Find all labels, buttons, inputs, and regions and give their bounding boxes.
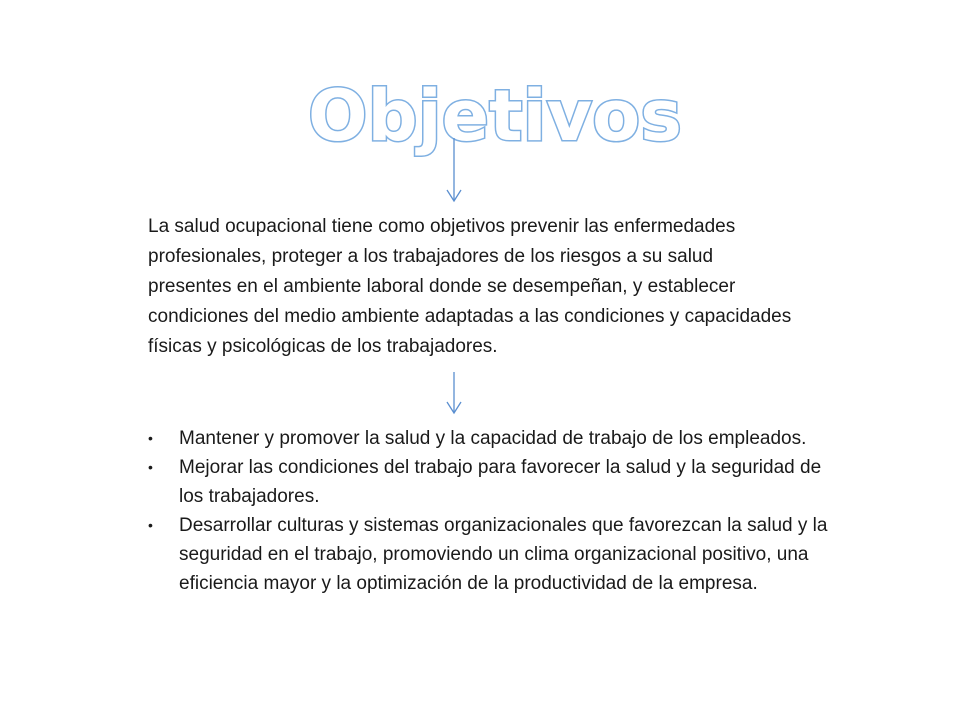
bullet-icon: •: [148, 517, 153, 533]
objective-text: Mantener y promover la salud y la capacidad de trabajo de los empleados.: [179, 428, 807, 449]
objective-text: Mejorar las condiciones del trabajo para favorecer la salud y la seguridad de los trabajadores.: [179, 457, 822, 507]
objective-item: [148, 424, 848, 453]
bullet-icon: •: [148, 459, 153, 475]
objective-text: Desarrollar culturas y sistemas organizacionales que favorezcan la salud y la seguridad en el trabajo, promoviendo un clima organizacional positivo, una eficiencia mayor y la optimización de la productividad de la empresa.: [179, 515, 828, 594]
bullet-icon: •: [148, 430, 153, 446]
slide-title: Objetivos: [308, 75, 682, 157]
intro-paragraph: La salud ocupacional tiene como objetivos prevenir las enfermedades profesionales, proteger a los trabajadores de los riesgos a su salud presentes en el ambiente laboral donde se desempeñan, y establecer condiciones del medio ambiente adaptadas a las condiciones y capacidades físicas y psicológicas de los trabajadores.: [148, 216, 792, 357]
objective-item: [148, 453, 848, 511]
arrow-down-icon: [444, 138, 464, 204]
arrow-down-icon: [444, 372, 464, 416]
objectives-list: [148, 424, 848, 598]
objective-item: [148, 511, 848, 598]
